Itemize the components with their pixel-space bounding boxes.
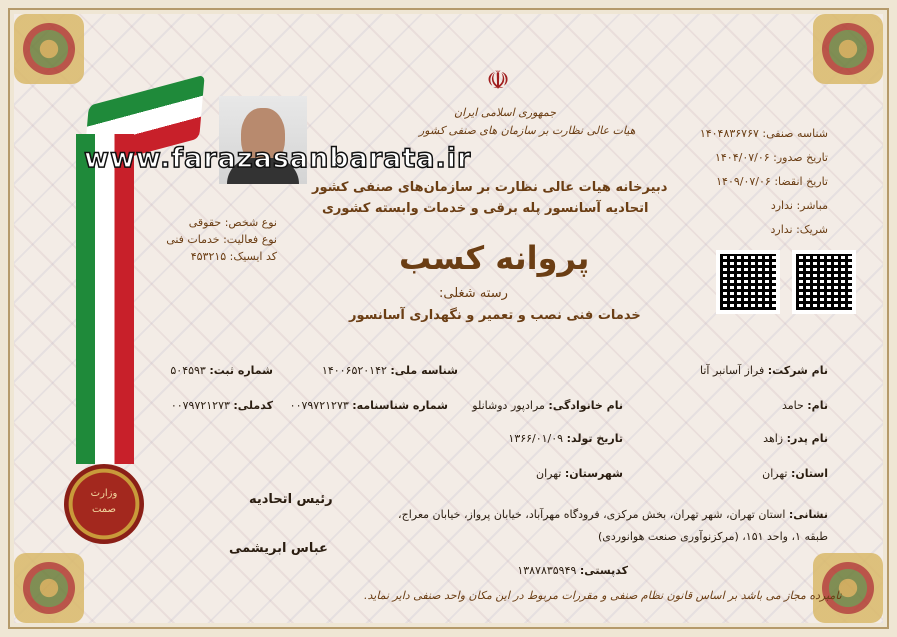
activity-type: نوع فعالیت: خدمات فنی (166, 233, 277, 246)
company-field: نام شرکت: فراز آسانبر آتا (700, 364, 828, 377)
address-field: نشانی: استان تهران، شهر تهران، بخش مرکزی، فرودگاه مهرآباد، خیابان پرواز، خیابان معراج، طبقه ۱، واحد ۱۵۱، (مرکزنوآوری صنعت هوانوردی) (398, 508, 828, 543)
signature-name: عباس ابریشمی (229, 541, 328, 556)
ministry-seal: وزارت صمت (64, 464, 144, 544)
father-field: نام پدر: زاهد (763, 432, 828, 445)
qr-code (716, 250, 780, 314)
id-no-field: شماره شناسنامه: ۰۰۷۹۷۲۱۲۷۳ (289, 399, 448, 412)
person-type: نوع شخص: حقوقی (188, 216, 277, 229)
license-meta (700, 122, 828, 242)
expiry-date: تاریخ انقضا: ۱۴۰۹/۰۷/۰۶ (716, 175, 828, 188)
signature-title: رئیس اتحادیه (249, 492, 333, 507)
board-name: هیات عالی نظارت بر سازمان های صنفی کشور (419, 124, 636, 137)
category-label: رسته شغلی: (439, 286, 508, 301)
corner-ornament (14, 14, 84, 84)
reg-no-field: شماره ثبت: ۵۰۴۵۹۳ (170, 364, 273, 377)
secretariat-title: دبیرخانه هیات عالی نظارت بر سازمان‌های صنفی کشور (312, 180, 668, 195)
corner-ornament (14, 553, 84, 623)
city-field: شهرستان: تهران (536, 467, 623, 480)
partner: شریک: ندارد (770, 223, 828, 236)
supervisor: مباشر: ندارد (770, 199, 828, 212)
license-title: پروانه کسب (399, 239, 590, 277)
flag-ribbon (76, 134, 134, 464)
guild-id: شناسه صنفی: ۱۴۰۴۸۳۶۷۶۷ (699, 127, 828, 140)
national-id-field: شناسه ملی: ۱۴۰۰۶۵۲۰۱۴۲ (321, 364, 458, 377)
first-name-field: نام: حامد (781, 399, 828, 412)
category-value: خدمات فنی نصب و تعمیر و نگهداری آسانسور (349, 308, 641, 323)
postal-field: کدپستی: ۱۳۸۷۸۳۵۹۴۹ (517, 564, 628, 577)
person-info (166, 214, 277, 265)
corner-ornament (813, 553, 883, 623)
province-field: استان: تهران (762, 467, 828, 480)
country-name: جمهوری اسلامی ایران (454, 106, 557, 119)
emblem-icon: ☫ (486, 66, 510, 96)
isic-code: کد ایسیک: ۴۵۳۲۱۵ (190, 250, 277, 263)
corner-ornament (813, 14, 883, 84)
website-watermark: www.farazasanbarata.ir (84, 143, 472, 174)
national-code-field: کدملی: ۰۰۷۹۷۲۱۲۷۳ (170, 399, 273, 412)
qr-code (792, 250, 856, 314)
birth-field: تاریخ تولد: ۱۳۶۶/۰۱/۰۹ (508, 432, 623, 445)
union-title: اتحادیه آسانسور پله برقی و خدمات وابسته کشوری (322, 201, 649, 216)
last-name-field: نام خانوادگی: مرادپور دوشانلو (472, 399, 623, 412)
issue-date: تاریخ صدور: ۱۴۰۴/۰۷/۰۶ (714, 151, 828, 164)
footer-note: نامبرده مجاز می باشد بر اساس قانون نظام صنفی و مقررات مربوط در این مکان واحد صنفی دایر نماید. (364, 589, 842, 602)
